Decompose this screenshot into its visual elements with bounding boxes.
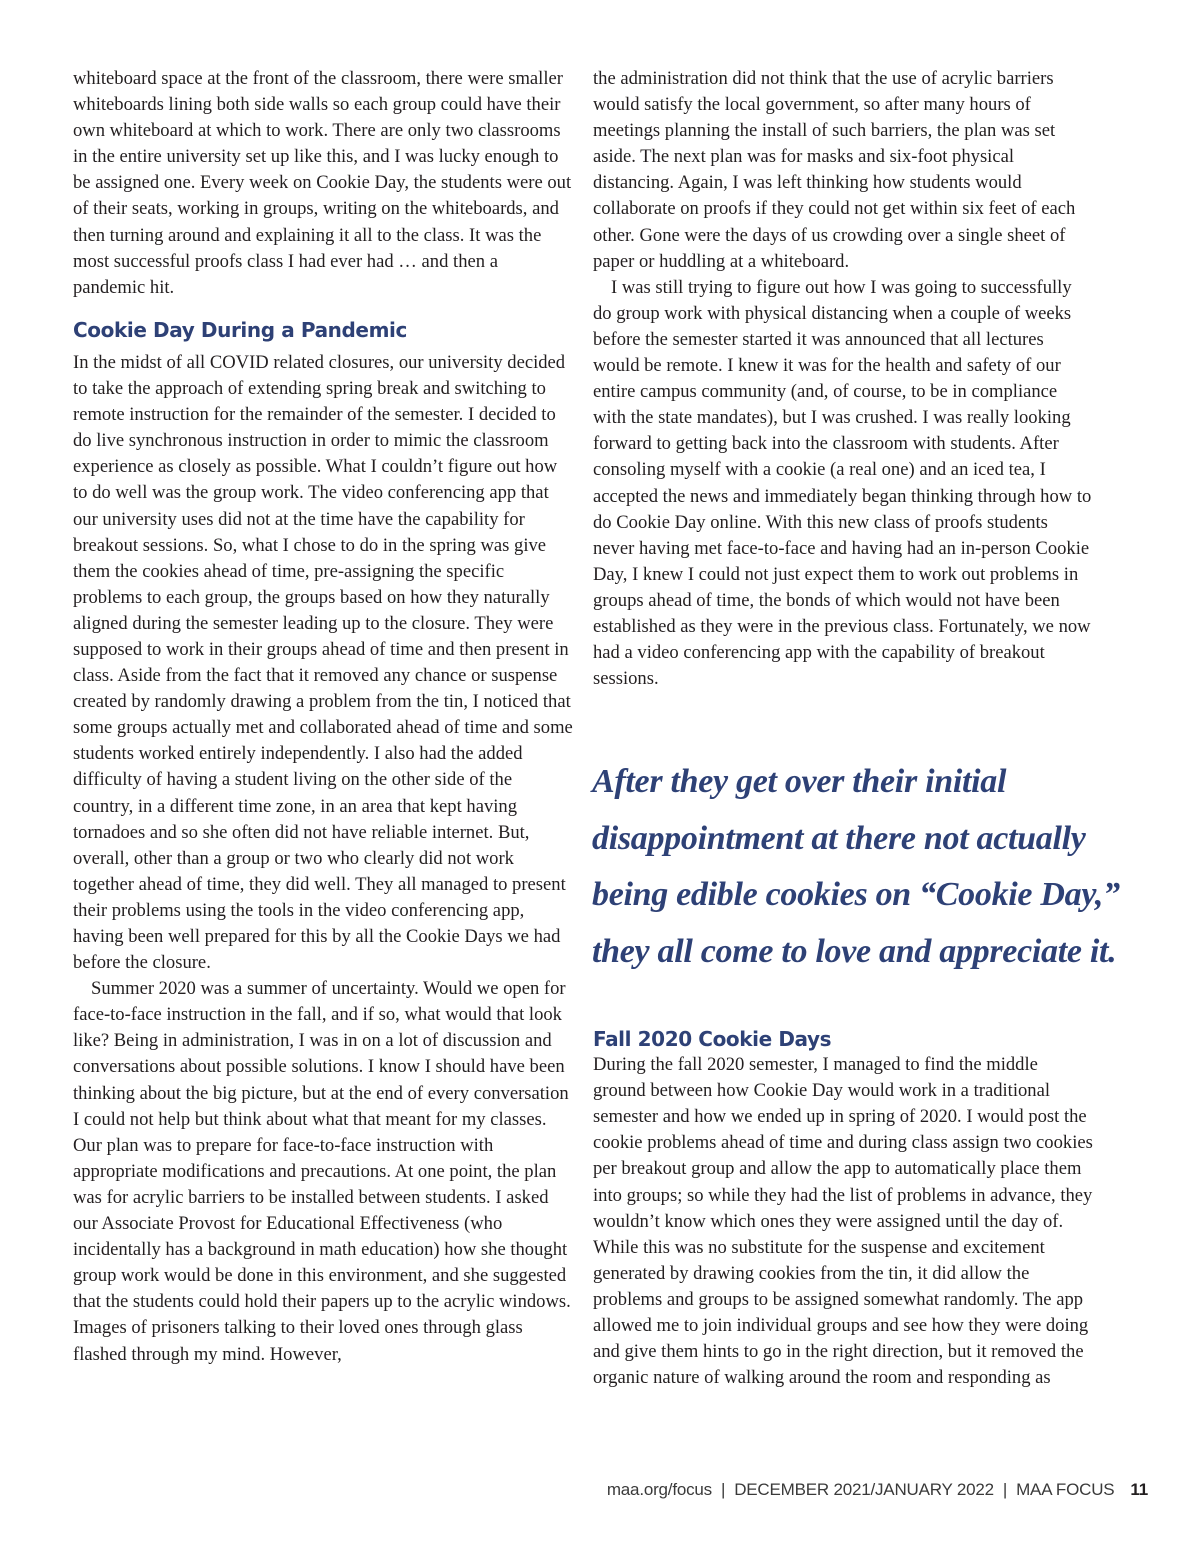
fall-paragraph: During the fall 2020 semester, I managed to find the middle ground between how Cookie Day would work in a traditional semester and how we ended up in spring of 2020. I would post the cookie problems ahead of time and during class assign two cookies per breakout group and allow the app to automatically place them into groups; so while they had the list of problems in advance, they wouldn’t know which ones they were assigned until the day of. While this was no substitute for the suspense and excitement generated by drawing cookies from the tin, it did allow the problems and groups to be assigned somewhat randomly. The app allowed me to join individual groups and see how they were doing and give them hints to go in the right direction, but it removed the organic nature of walking around the room and responding as [593,1054,1093,1389]
pull-quote-line: disappointment at there not actually [592,819,1086,857]
footer-issue: DECEMBER 2021/JANUARY 2022 [734,1480,994,1499]
admin-paragraph: the administration did not think that the use of acrylic barriers would satisfy the local government, so after many hours of meetings planning the install of such barriers, the plan was set aside. The next plan was for masks and six-foot physical distancing. Again, I was left thinking how students would collaborate on proofs if they could not get within six feet of each other. Gone were the days of us crowding over a single sheet of paper or huddling at a whiteboard. [593,68,1076,272]
summer-paragraph: Summer 2020 was a summer of uncertainty. Would we open for face-to-face instruction in the fall, and if so, what would that look like? Being in administration, I was in on a lot of discussion and conversations about possible solutions. I know I should have been thinking about the big picture, but at the end of every conversation I could not help but think about what that meant for my classes. Our plan was to prepare for face-to-face instruction with appropriate modifications and precautions. At one point, the plan was for acrylic barriers to be installed between students. I asked our Associate Provost for Educational Effectiveness (who incidentally has a background in math education) how she thought group work would be done in this environment, and she suggested that the students could hold their papers up to the acrylic windows. Images of prisoners talking to their loved ones through glass flashed through my mind. However, [73,978,571,1365]
footer-publication: MAA FOCUS [1016,1480,1115,1499]
fall-section [593,1026,1093,1391]
intro-paragraph: whiteboard space at the front of the classroom, there were smaller whiteboards lining both side walls so each group could have their own whiteboard at which to work. There are only two classrooms in the entire university set up like this, and I was lucky enough to be assigned one. Every week on Cookie Day, the students were out of their seats, working in groups, writing on the whiteboards, and then turning around and explaining it all to the class. It was the most successful proofs class I had ever had … and then a pandemic hit. [73,68,572,298]
section-heading-fall: Fall 2020 Cookie Days [593,1027,832,1051]
covid-paragraph: In the midst of all COVID related closures, our university decided to take the approach of extending spring break and switching to remote instruction for the remainder of the semester. I decided to do live synchronous instruction in order to mimic the classroom experience as closely as possible. What I couldn’t figure out how to do well was the group work. The video conferencing app that our university uses did not at the time have the capability for breakout sessions. So, what I chose to do in the spring was give them the cookies ahead of time, pre-assigning the specific problems to each group, the groups based on how they naturally aligned during the semester leading up to the closure. They were supposed to work in their groups ahead of time and then present in class. Aside from the fact that it removed any chance or suspense created by randomly drawing a problem from the tin, I noticed that some groups actually met and collaborated ahead of time and some students worked entirely independently. I also had the added difficulty of having a student living on the other side of the country, in a different time zone, in an area that kept having tornadoes and so she often did not have reliable internet. But, overall, other than a group or two who clearly did not work together ahead of time, they did well. They all managed to present their problems using the tools in the video conferencing app, having been well prepared for this by all the Cookie Days we had before the closure. [73,351,573,974]
left-column [73,66,573,1368]
pull-quote-line: After they get over their initial [592,763,1007,800]
right-column [593,66,1093,692]
section-heading-pandemic: Cookie Day During a Pandemic [73,317,407,342]
pull-quote-line: they all come to love and appreciate it. [592,932,1117,970]
page-footer [607,1480,1148,1500]
footer-url: maa.org/focus [606,1480,712,1499]
remote-paragraph: I was still trying to figure out how I was going to successfully do group work with physical distancing when a couple of weeks before the semester started it was announced that all lectures would be remote. I knew it was for the health and safety of our entire campus community (and, of course, to be in compliance with the state mandates), but I was crushed. I was really looking forward to getting back into the classroom with students. After consoling myself with a cookie (a real one) and an iced tea, I accepted the news and immediately began thinking through how to do Cookie Day online. With this new class of proofs students never having met face-to-face and having had an in-person Cookie Day, I knew I could not just expect them to work out problems in groups ahead of time, the bonds of which would not have been established as they were in the previous class. Fortunately, we now had a video conferencing app with the capability of breakout sessions. [593,276,1092,690]
footer-separator: | [720,1480,726,1499]
page-number: 11 [1130,1480,1148,1499]
footer-separator: | [1002,1480,1008,1499]
pull-quote-line: being edible cookies on “Cookie Day,” [592,876,1120,913]
pull-quote [592,754,1152,980]
